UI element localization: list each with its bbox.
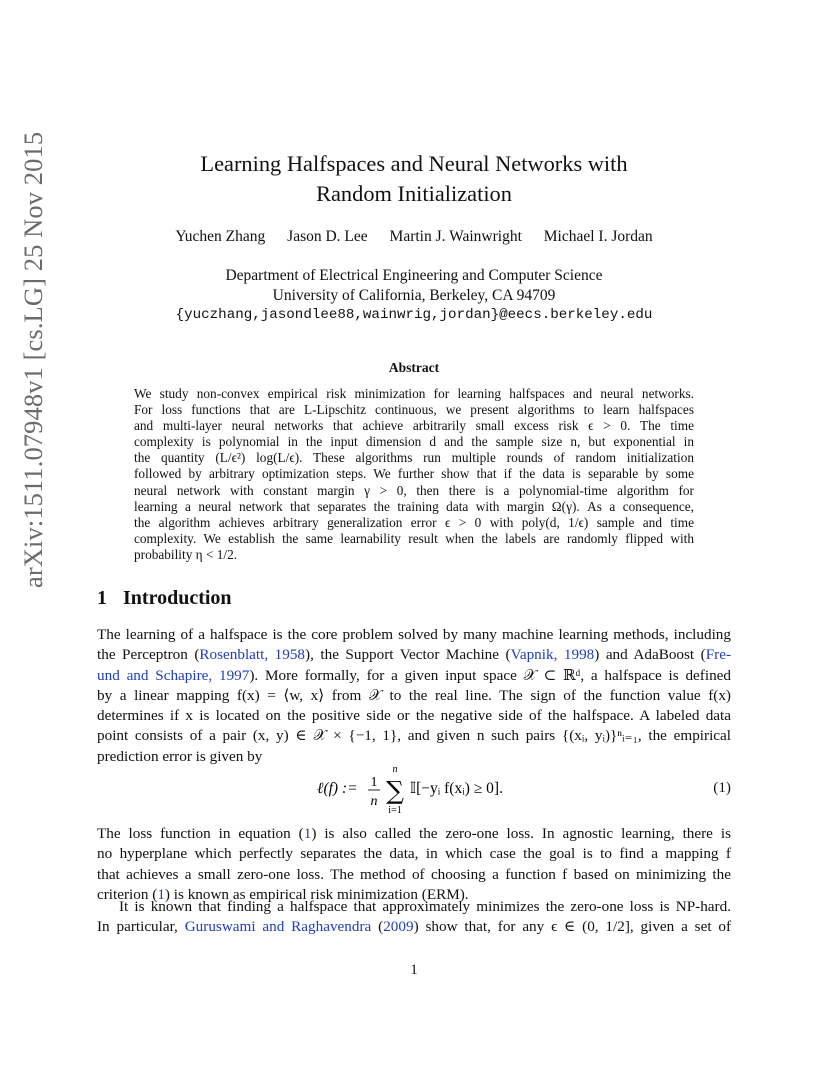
intro-paragraph-2 (97, 824, 731, 905)
author-name: Martin J. Wainwright (389, 228, 522, 245)
text-run: criterion ( (97, 885, 158, 903)
abstract-text (134, 386, 694, 563)
paper-title-line-2: Random Initialization (316, 181, 512, 206)
abstract-line: the quantity (L/ϵ²) log(L/ϵ). These algorithms run multiple rounds of random initialization (134, 450, 694, 466)
citation-link[interactable]: Fre- (705, 646, 732, 664)
abstract-line: complexity is polynomial in the input dimension d and the sample size n, but exponential in (134, 434, 694, 450)
author-name: Michael I. Jordan (543, 228, 653, 245)
intro-paragraph-1 (97, 625, 731, 767)
sum-lower-limit: i=1 (388, 805, 402, 816)
paper-title-line-1: Learning Halfspaces and Neural Networks with (200, 151, 628, 176)
summation-icon: ∑ (386, 776, 404, 805)
abstract-line: followed by arbitrary optimization steps. We further show that if the data is separable by some (134, 466, 694, 482)
author-list (0, 228, 828, 246)
text-run: ). More formally, for a given input space 𝒳 ⊂ ℝᵈ, a halfspace is defined (249, 666, 731, 684)
abstract-line: the algorithm achieves arbitrary generalization error ϵ > 0 with poly(d, 1/ϵ) sample and time (134, 514, 694, 530)
text-run: ) and AdaBoost ( (594, 646, 706, 664)
text-line: determines if x is located on the positive side or the negative side of the halfspace. A labeled data (97, 707, 731, 725)
equation-ref-link[interactable]: 1 (157, 885, 165, 903)
citation-link[interactable]: 2009 (383, 918, 414, 936)
affiliation-department: Department of Electrical Engineering and Computer Science (225, 267, 603, 284)
section-title: Introduction (123, 587, 232, 609)
text-run: ) is known as empirical risk minimization (ERM). (164, 885, 469, 903)
equation-body: 𝕀[−yᵢ f(xᵢ) ≥ 0]. (410, 780, 503, 797)
equation-graphic (0, 766, 828, 818)
affiliation-university: University of California, Berkeley, CA 94709 (272, 287, 556, 304)
citation-link[interactable]: Rosenblatt, 1958 (199, 646, 306, 664)
abstract-line: We study non-convex empirical risk minimization for learning halfspaces and neural networks. (134, 386, 694, 401)
author-emails[interactable]: {yuczhang,jasondlee88,wainwrig,jordan}@eecs.berkeley.edu (175, 307, 653, 323)
text-run: ( (371, 918, 384, 936)
text-line: It is known that finding a halfspace that approximately minimizes the zero-one loss is NP-hard. (119, 898, 731, 915)
intro-paragraph-3 (97, 897, 731, 938)
text-line: by a linear mapping f(x) = ⟨w, x⟩ from 𝒳 to the real line. The sign of the function value f(x) (97, 686, 731, 704)
author-name: Yuchen Zhang (175, 228, 266, 245)
equation-number: (1) (713, 779, 731, 796)
text-run: The loss function in equation ( (97, 825, 304, 842)
text-run: ), the Support Vector Machine ( (305, 646, 511, 664)
equation-1 (0, 766, 828, 814)
abstract-line: neural network with constant margin γ > 0, then there is a polynomial-time algorithm for (134, 482, 694, 498)
text-run: ) is also called the zero-one loss. In agnostic learning, there is (311, 825, 731, 842)
text-run: In particular, (97, 918, 185, 936)
text-run: the Perceptron ( (97, 646, 200, 664)
text-run: ) show that, for any ϵ ∈ (0, 1/2], given a set of (413, 918, 732, 936)
abstract-line: learning a neural network that separates the training data with margin Ω(γ). As a consequence, (134, 498, 694, 514)
abstract-line: and multi-layer neural networks that achieve arbitrarily small excess risk ϵ > 0. The time (134, 418, 694, 434)
abstract-heading: Abstract (388, 360, 440, 375)
sum-upper-limit: n (392, 766, 398, 775)
equation-ref-link[interactable]: 1 (303, 825, 312, 842)
arxiv-identifier: arXiv:1511.07948v1 [cs.LG] 25 Nov 2015 (18, 131, 48, 588)
abstract-line: complexity. We establish the same learnability result when the labels are randomly flipped with (134, 530, 694, 546)
citation-link[interactable]: Guruswami and Raghavendra (184, 918, 372, 936)
text-line (97, 824, 731, 844)
equation-fraction-numerator: 1 (370, 775, 378, 790)
text-line: point consists of a pair (x, y) ∈ 𝒳 × {−1, 1}, and given n such pairs {(xᵢ, yᵢ)}ⁿᵢ₌₁, the empirical (97, 727, 731, 745)
section-number: 1 (97, 587, 107, 609)
text-line: prediction error is given by (97, 747, 263, 765)
author-name: Jason D. Lee (287, 228, 368, 245)
text-line (97, 666, 731, 686)
text-line (97, 917, 731, 937)
text-line (97, 645, 731, 665)
abstract-line: probability η < 1/2. (134, 546, 238, 562)
equation-fraction-denominator: n (370, 794, 378, 809)
section-heading (97, 587, 232, 610)
citation-link[interactable]: und and Schapire, 1997 (97, 666, 250, 684)
text-line: The learning of a halfspace is the core problem solved by many machine learning methods, including (97, 626, 731, 643)
citation-link[interactable]: Vapnik, 1998 (510, 646, 595, 664)
text-line: no hyperplane which perfectly separates the data, in which case the goal is to find a mapping f (97, 845, 731, 863)
equation-lhs: ℓ(f) := (317, 780, 358, 797)
abstract-line: For loss functions that are L-Lipschitz continuous, we present algorithms to learn halfspaces (134, 402, 694, 418)
page-number: 1 (410, 962, 418, 978)
text-line: that achieves a small zero-one loss. The method of choosing a function f based on minimizing the (97, 865, 731, 883)
